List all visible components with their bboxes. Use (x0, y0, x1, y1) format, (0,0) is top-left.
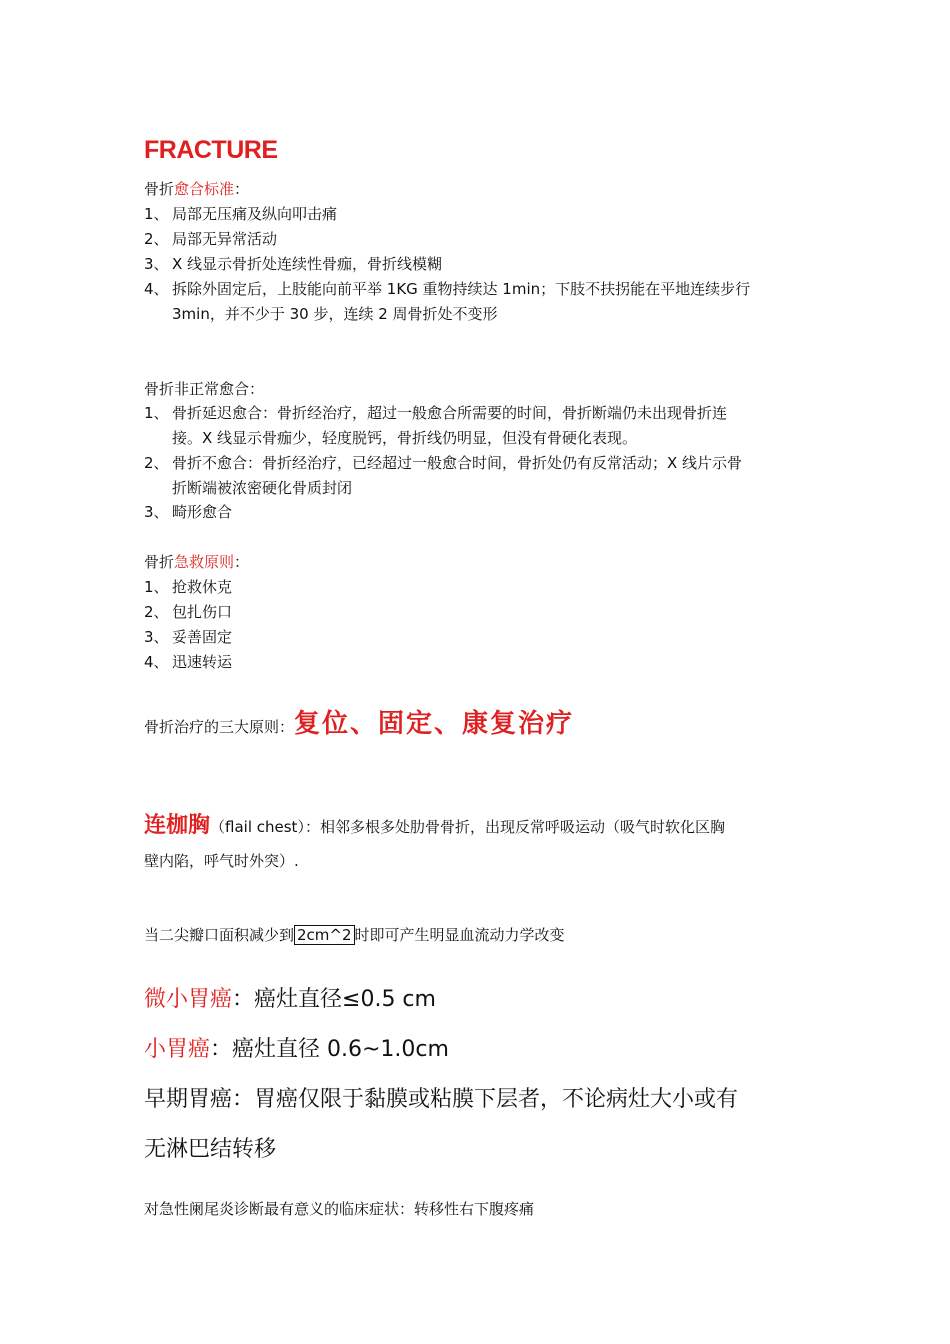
mitral-line: 当二尖瓣口面积减少到 2cm^2 时即可产生明显血流动力学改变 (144, 926, 565, 944)
abnormal-item-3: 3、 畸形愈合 (144, 503, 233, 521)
mitral-value-box: 2cm^2 (294, 925, 355, 945)
healing-heading-highlight: 愈合标准 (174, 180, 235, 198)
healing-heading (144, 178, 249, 199)
small-gastric-term: 小胃癌 (144, 1037, 211, 1062)
micro-gastric-def: ：癌灶直径≤0.5 cm (232, 987, 436, 1012)
treatment-line (144, 704, 574, 747)
abnormal-heading: 骨折非正常愈合： (144, 380, 265, 398)
first-aid-item-4: 4、 迅速转运 (144, 653, 233, 671)
treatment-highlight: 复位、固定、康复治疗 (294, 709, 575, 739)
early-gastric-line-2: 无淋巴结转移 (144, 1137, 277, 1162)
first-aid-heading-highlight: 急救原则 (174, 553, 235, 571)
page-title: FRACTURE (144, 136, 278, 164)
healing-heading-prefix: 骨折 (144, 180, 175, 198)
flail-chest-term: 连枷胸 (144, 812, 211, 838)
first-aid-item-1: 1、 抢救休克 (144, 578, 233, 596)
abnormal-item-1: 1、 骨折延迟愈合：骨折经治疗，超过一般愈合所需要的时间，骨折断端仍未出现骨折连 (144, 404, 728, 422)
first-aid-heading-prefix: 骨折 (144, 553, 175, 571)
flail-chest-line-1 (144, 806, 725, 846)
appendicitis-line: 对急性阑尾炎诊断最有意义的临床症状：转移性右下腹疼痛 (144, 1200, 535, 1218)
abnormal-item-1-cont: 接。X 线显示骨痂少，轻度脱钙，骨折线仍明显，但没有骨硬化表现。 (172, 429, 638, 447)
micro-gastric-line (144, 982, 436, 1013)
healing-item-2: 2、 局部无异常活动 (144, 230, 278, 248)
healing-item-4-cont: 3min，并不少于 30 步，连续 2 周骨折处不变形 (172, 305, 498, 323)
micro-gastric-term: 微小胃癌 (144, 987, 233, 1012)
abnormal-item-2: 2、 骨折不愈合：骨折经治疗，已经超过一般愈合时间，骨折处仍有反常活动；X 线片示骨 (144, 454, 743, 472)
early-gastric-line-1: 早期胃癌：胃癌仅限于黏膜或粘膜下层者，不论病灶大小或有 (144, 1087, 739, 1112)
abnormal-item-2-cont: 折断端被浓密硬化骨质封闭 (172, 479, 353, 497)
treatment-prefix: 骨折治疗的三大原则： (144, 718, 295, 736)
healing-item-3: 3、 X 线显示骨折处连续性骨痂，骨折线模糊 (144, 255, 443, 273)
first-aid-heading-suffix: ： (234, 553, 250, 571)
flail-chest-text: （flail chest）：相邻多根多处肋骨骨折，出现反常呼吸运动（吸气时软化区胸 (210, 818, 725, 836)
small-gastric-line (144, 1032, 449, 1063)
healing-item-1: 1、 局部无压痛及纵向叩击痛 (144, 205, 338, 223)
small-gastric-def: ：癌灶直径 0.6~1.0cm (210, 1037, 449, 1062)
first-aid-item-2: 2、 包扎伤口 (144, 603, 233, 621)
first-aid-item-3: 3、 妥善固定 (144, 628, 233, 646)
healing-item-4: 4、 拆除外固定后，上肢能向前平举 1KG 重物持续达 1min；下肢不扶拐能在平地连续步行 (144, 280, 751, 298)
flail-chest-line-2: 壁内陷，呼气时外突）. (144, 852, 299, 870)
first-aid-heading (144, 551, 249, 572)
healing-heading-suffix: ： (234, 180, 250, 198)
